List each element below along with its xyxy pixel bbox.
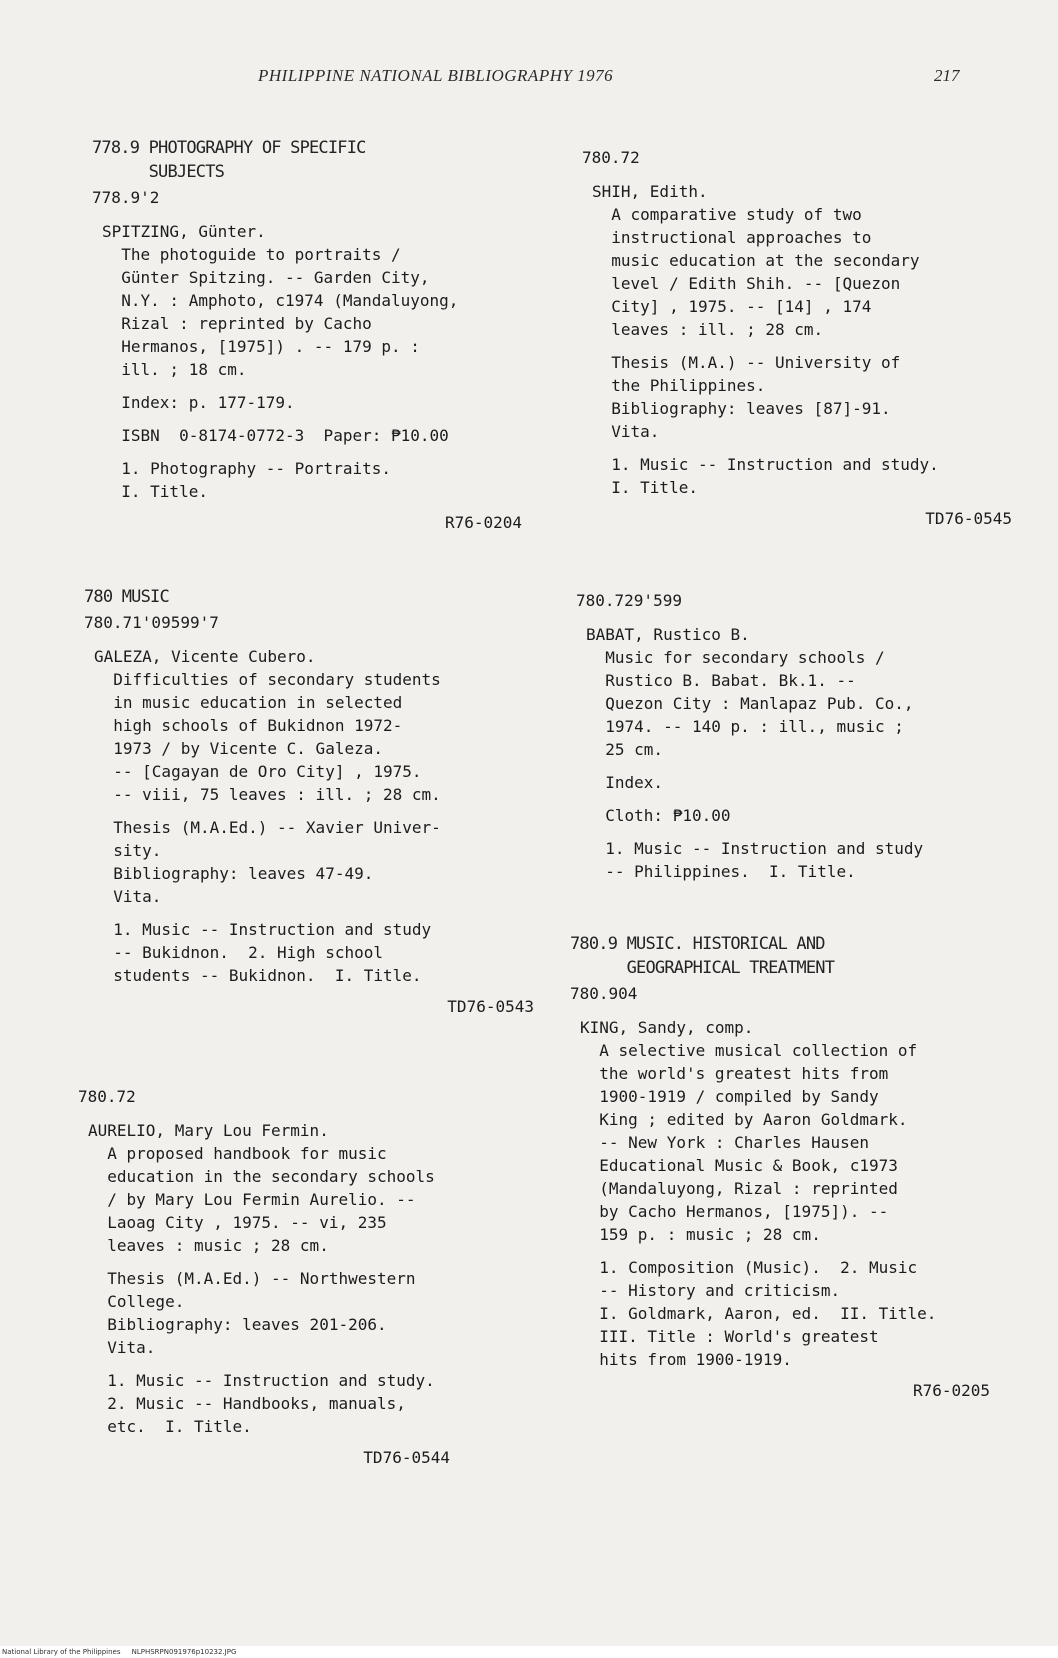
left-column [92,136,542,533]
entry-subjects: 1. Photography -- Portraits. I. Title. [121,459,391,501]
entry-isbn: ISBN 0-8174-0772-3 Paper: ₱10.00 [102,426,449,445]
entry-subjects: 1. Music -- Instruction and study. I. Title. [611,455,939,497]
bibliographic-entry-aurelio [88,1119,528,1468]
entry-price: Cloth: ₱10.00 [586,806,731,825]
control-number: R76-0205 [912,1381,990,1400]
bibliographic-entry-galeza [94,645,534,1017]
bibliographic-entry-shih [592,180,1032,529]
classification-number: 780.72 [582,148,640,167]
entry-note: Thesis (M.A.Ed.) -- Northwestern College. Bibliography: leaves 201-206. Vita. [107,1269,416,1357]
control-number: R76-0204 [444,513,522,532]
entry-note: Index. [586,773,664,792]
scan-footer: National Library of the Philippines NLPHSRPN091976p10232.JPG [2,1648,237,1656]
entry-note: Thesis (M.A.Ed.) -- Xavier Univer- sity. Bibliography: leaves 47-49. Vita. [113,818,441,906]
section-heading-780-9: 780.9 MUSIC. HISTORICAL AND GEOGRAPHICAL TREATMENT [570,934,835,978]
control-number: TD76-0543 [447,997,534,1016]
section-heading-778-9: 778.9 PHOTOGRAPHY OF SPECIFIC SUBJECTS [92,138,366,182]
entry-subjects: 1. Music -- Instruction and study -- Philippines. I. Title. [605,839,924,881]
entry-subjects: 1. Music -- Instruction and study -- Bukidnon. 2. High school students -- Bukidnon. I. Title. [113,920,432,985]
entry-description: BABAT, Rustico B. Music for secondary schools / Rustico B. Babat. Bk.1. -- Quezon City : Manlapaz Pub. Co., 1974. -- 140 p. : ill., music ; 25 cm. [586,625,914,759]
bibliographic-entry-spitzing [102,220,542,533]
classification-number: 780.72 [78,1087,136,1106]
entry-description: SPITZING, Günter. The photoguide to portraits / Günter Spitzing. -- Garden City, N.Y. : Amphoto, c1974 (Mandaluyong, Rizal : reprinted by Cacho Hermanos, [1975]) . -- 179 p. : ill. ; 18 cm. [102,222,459,379]
left-column-aurelio [78,1083,528,1468]
classification-number: 778.9'2 [92,188,160,207]
classification-number: 780.729'599 [576,591,682,610]
section-heading-780: 780 MUSIC [84,587,169,607]
right-column [582,144,1032,529]
control-number: TD76-0544 [363,1448,450,1467]
right-column-king [570,932,1020,1401]
bibliographic-entry-king [580,1016,1020,1401]
entry-subjects: 1. Music -- Instruction and study. 2. Music -- Handbooks, manuals, etc. I. Title. [107,1371,435,1436]
page-number: 217 [934,66,960,85]
bibliographic-entry-babat [586,623,1026,883]
left-column-music [84,585,534,1017]
classification-number: 780.71'09599'7 [84,613,219,632]
entry-description: KING, Sandy, comp. A selective musical collection of the world's greatest hits from 1900-1919 / compiled by Sandy King ; edited by Aaron Goldmark. -- New York : Charles Hausen Educational Music & Book, c1973 (Mandaluyong, Rizal : reprinted by Cacho Hermanos, [1975]). -- 159 p. : music ; 28 cm. [580,1018,918,1244]
entry-note: Index: p. 177-179. [102,393,295,412]
entry-description: AURELIO, Mary Lou Fermin. A proposed handbook for music education in the secondary schools / by Mary Lou Fermin Aurelio. -- Laoag City , 1975. -- vi, 235 leaves : music ; 28 cm. [88,1121,435,1255]
entry-description: GALEZA, Vicente Cubero. Difficulties of secondary students in music education in selected high schools of Bukidnon 1972- 1973 / by Vicente C. Galeza. -- [Cagayan de Oro City] , 1975. -- viii, 75 leaves : ill. ; 28 cm. [94,647,441,804]
entry-description: SHIH, Edith. A comparative study of two instructional approaches to music education at the secondary level / Edith Shih. -- [Quezon City] , 1975. -- [14] , 174 leaves : ill. ; 28 cm. [592,182,920,339]
classification-number: 780.904 [570,984,638,1003]
entry-subjects: 1. Composition (Music). 2. Music -- History and criticism. I. Goldmark, Aaron, ed. II. Title. III. Title : World's greatest hits from 1900-1919. [599,1258,937,1369]
right-column-babat [576,587,1026,893]
running-header: PHILIPPINE NATIONAL BIBLIOGRAPHY 1976 [258,66,614,85]
entry-note: Thesis (M.A.) -- University of the Philippines. Bibliography: leaves [87]-91. Vita. [611,353,901,441]
control-number: TD76-0545 [925,509,1012,528]
